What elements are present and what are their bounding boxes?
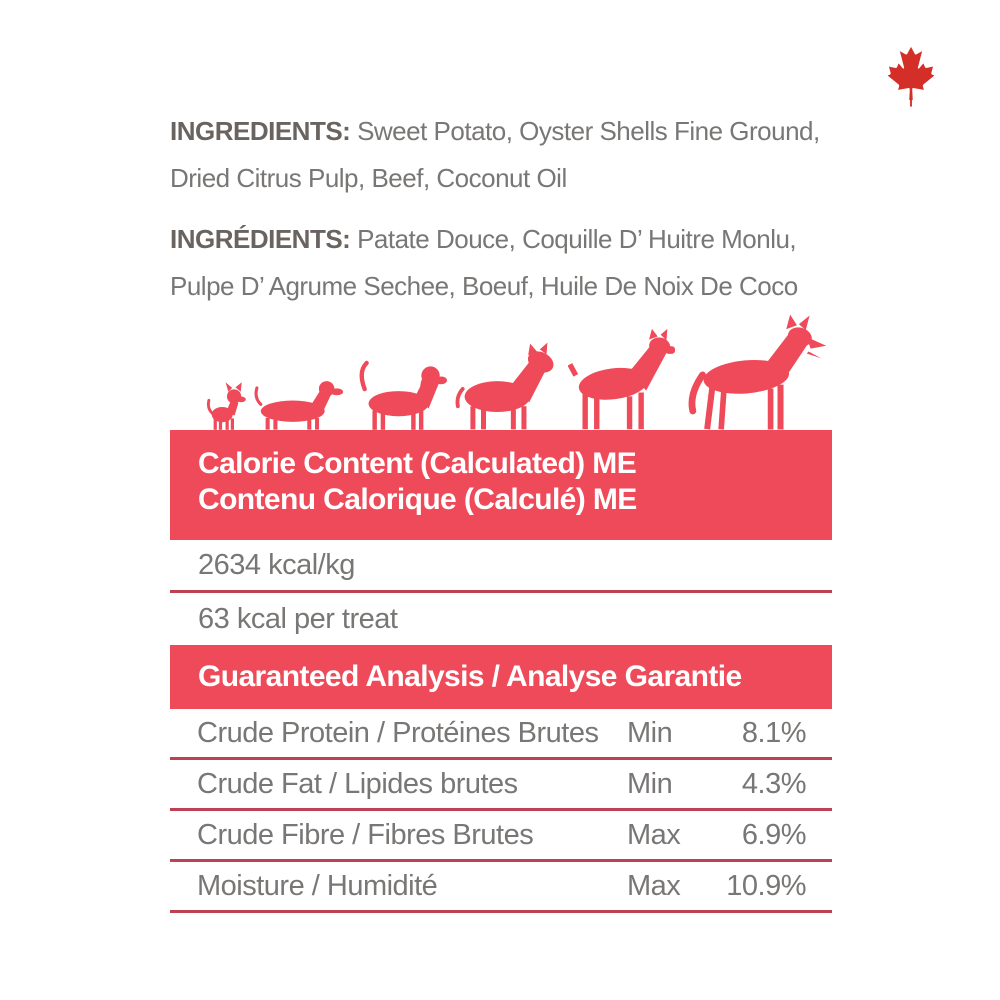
- analysis-row-crude-fat: [170, 760, 832, 808]
- calorie-row-kcal-per-kg: [170, 540, 832, 590]
- ingredients-en-text: Sweet Potato, Oyster Shells Fine Ground,: [350, 116, 820, 146]
- nutrient-label: Crude Protein / Protéines Brutes: [197, 716, 599, 749]
- qualifier-label: Min: [627, 767, 673, 800]
- ingredients-en-label: INGREDIENTS:: [170, 116, 351, 146]
- dachshund-dog-icon: [254, 373, 346, 430]
- ingredients-en-line1: [170, 108, 890, 155]
- divider-line: [170, 910, 832, 913]
- analysis-row-crude-protein: [170, 709, 832, 757]
- ingredients-fr-line2: Pulpe D’ Agrume Sechee, Boeuf, Huile De Noix De Coco: [170, 271, 798, 301]
- nutrient-value: 4.3%: [741, 767, 806, 800]
- analysis-row-crude-fibre: [170, 811, 832, 859]
- nutrition-panel: [170, 318, 832, 913]
- ingredients-fr-line1: [170, 216, 890, 263]
- bull-terrier-dog-icon: [455, 342, 559, 430]
- ingredients-fr-text: Patate Douce, Coquille D’ Huitre Monlu,: [350, 224, 797, 254]
- calorie-row-kcal-per-treat: [170, 593, 832, 645]
- kcal-per-treat-value: 63 kcal per treat: [198, 602, 398, 635]
- kcal-per-kg-value: 2634 kcal/kg: [198, 548, 355, 581]
- ingredients-french: [170, 216, 890, 310]
- beagle-dog-icon: [355, 356, 447, 430]
- calorie-banner-line-fr: Contenu Calorique (Calculé) ME: [198, 483, 637, 516]
- qualifier-label: Max: [627, 818, 681, 851]
- nutrient-value: 8.1%: [741, 716, 806, 749]
- nutrient-label: Crude Fat / Lipides brutes: [197, 767, 518, 800]
- boxer-dog-icon: [568, 328, 678, 430]
- nutrient-label: Moisture / Humidité: [197, 869, 438, 902]
- qualifier-label: Max: [627, 869, 681, 902]
- calorie-banner-line-en: Calorie Content (Calculated) ME: [198, 447, 637, 480]
- guaranteed-analysis-banner: Guaranteed Analysis / Analyse Garantie: [170, 645, 832, 709]
- canada-maple-leaf-icon: [882, 44, 940, 110]
- nutrient-label: Crude Fibre / Fibres Brutes: [197, 818, 534, 851]
- nutrient-value: 6.9%: [741, 818, 806, 851]
- qualifier-label: Min: [627, 716, 673, 749]
- chihuahua-dog-icon: [206, 382, 246, 430]
- ingredients-en-line2: Dried Citrus Pulp, Beef, Coconut Oil: [170, 163, 567, 193]
- calorie-content-banner: [170, 430, 832, 540]
- dog-size-row: [170, 318, 832, 430]
- nutrient-value: 10.9%: [726, 869, 806, 902]
- analysis-row-moisture: [170, 862, 832, 910]
- ingredients-fr-label: INGRÉDIENTS:: [170, 224, 351, 254]
- german-shepherd-dog-icon: [686, 314, 832, 430]
- ingredients-english: [170, 108, 890, 202]
